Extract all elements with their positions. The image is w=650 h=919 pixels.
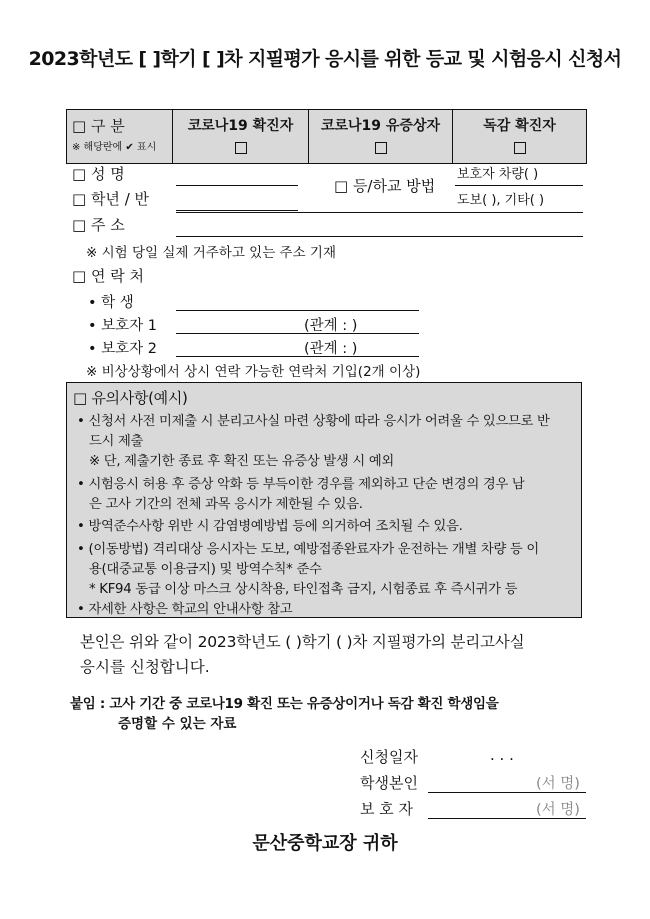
notice-line: • (이동방법) 격리대상 응시자는 도보, 예방접종완료자가 운전하는 개별 차량 등 이 xyxy=(77,542,539,557)
notice-title: □ 유의사항(예시) xyxy=(73,389,188,407)
contact-student-label: • 학 생 xyxy=(88,295,134,311)
contact-guardian2-label: • 보호자 2 xyxy=(88,341,158,357)
notice-line: ※ 단, 제출기한 종료 후 확진 또는 유증상 발생 시 예외 xyxy=(89,454,394,469)
row-divider xyxy=(176,212,583,213)
commute-divider xyxy=(455,185,583,186)
guardian-signature-mark: (서 명) xyxy=(536,802,580,818)
flu-confirmed-checkbox[interactable] xyxy=(514,142,526,154)
contact-student-field[interactable] xyxy=(176,310,419,311)
notice-line: • 시험응시 허용 후 증상 악화 등 부득이한 경우를 제외하고 단순 변경의 경우 남 xyxy=(77,477,525,492)
contact-note: ※ 비상상황에서 상시 연락 가능한 연락처 기입(2개 이상) xyxy=(86,364,421,380)
covid-confirmed-label: 코로나19 확진자 xyxy=(187,118,294,134)
application-date-field[interactable]: . . . xyxy=(490,746,514,764)
covid-confirmed-checkbox[interactable] xyxy=(235,142,247,154)
student-signature-label: 학생본인 xyxy=(360,774,418,792)
commute-option-guardian-car[interactable]: 보호자 차량( ) xyxy=(457,167,539,182)
document-title: 2023학년도 [ ]학기 [ ]차 지필평가 응시를 위한 등교 및 시험응시 신청서 xyxy=(28,48,622,70)
name-label: □ 성 명 xyxy=(72,165,125,183)
covid-symptom-cell xyxy=(309,110,453,164)
covid-symptom-label: 코로나19 유증상자 xyxy=(320,118,441,134)
covid-confirmed-cell xyxy=(173,110,309,164)
grade-class-label: □ 학년 / 반 xyxy=(72,190,150,208)
guardian2-relation[interactable]: (관계 : ) xyxy=(304,341,358,357)
notice-line: 용(대중교통 이용금지) 및 방역수칙* 준수 xyxy=(89,562,322,577)
commute-method-label: □ 등/하교 방법 xyxy=(334,177,436,195)
address-note: ※ 시험 당일 실제 거주하고 있는 주소 기재 xyxy=(86,245,337,261)
grade-class-field[interactable] xyxy=(176,210,298,211)
statement-line-2: 응시를 신청합니다. xyxy=(80,658,210,676)
attachment-line-2: 증명할 수 있는 자료 xyxy=(118,716,237,732)
attachment-line-1: 붙임 : 고사 기간 중 코로나19 확진 또는 유증상이거나 독감 확진 학생임을 xyxy=(70,696,499,712)
contact-guardian1-label: • 보호자 1 xyxy=(88,318,158,334)
notice-box xyxy=(66,382,582,618)
commute-option-walk-other[interactable]: 도보( ), 기타( ) xyxy=(457,193,545,208)
statement-line-1: 본인은 위와 같이 2023학년도 ( )학기 ( )차 지필평가의 분리고사실 xyxy=(80,633,525,651)
guardian1-relation[interactable]: (관계 : ) xyxy=(304,318,358,334)
contact-guardian2-field[interactable] xyxy=(176,356,419,357)
notice-line: • 방역준수사항 위반 시 감염병예방법 등에 의거하여 조치될 수 있음. xyxy=(77,519,463,534)
contact-guardian1-field[interactable] xyxy=(176,333,419,334)
covid-symptom-checkbox[interactable] xyxy=(375,142,387,154)
guardian-signature-label: 보 호 자 xyxy=(360,800,414,818)
address-label: □ 주 소 xyxy=(72,216,125,234)
address-field[interactable] xyxy=(176,236,583,237)
category-sublabel: ※ 해당란에 ✔ 표시 xyxy=(72,142,157,153)
notice-line: 드시 제출 xyxy=(89,434,144,449)
category-label-cell xyxy=(67,110,173,164)
student-signature-mark: (서 명) xyxy=(536,776,580,792)
notice-line: • 자세한 사항은 학교의 안내사항 참고 xyxy=(77,602,293,617)
category-table xyxy=(66,109,587,164)
contact-label: □ 연 락 처 xyxy=(72,267,144,285)
application-date-label: 신청일자 xyxy=(360,748,418,766)
name-field[interactable] xyxy=(176,185,298,186)
flu-confirmed-label: 독감 확진자 xyxy=(483,118,556,134)
addressee: 문산중학교장 귀하 xyxy=(252,833,398,854)
notice-line: * KF94 동급 이상 마스크 상시착용, 타인접촉 금지, 시험종료 후 즉시귀가 등 xyxy=(89,582,518,597)
category-label: □ 구 분 xyxy=(72,117,125,135)
notice-line: • 신청서 사전 미제출 시 분리고사실 마련 상황에 따라 응시가 어려울 수 있으므로 반 xyxy=(77,414,550,429)
flu-confirmed-cell xyxy=(453,110,587,164)
notice-line: 은 고사 기간의 전체 과목 응시가 제한될 수 있음. xyxy=(89,497,363,512)
